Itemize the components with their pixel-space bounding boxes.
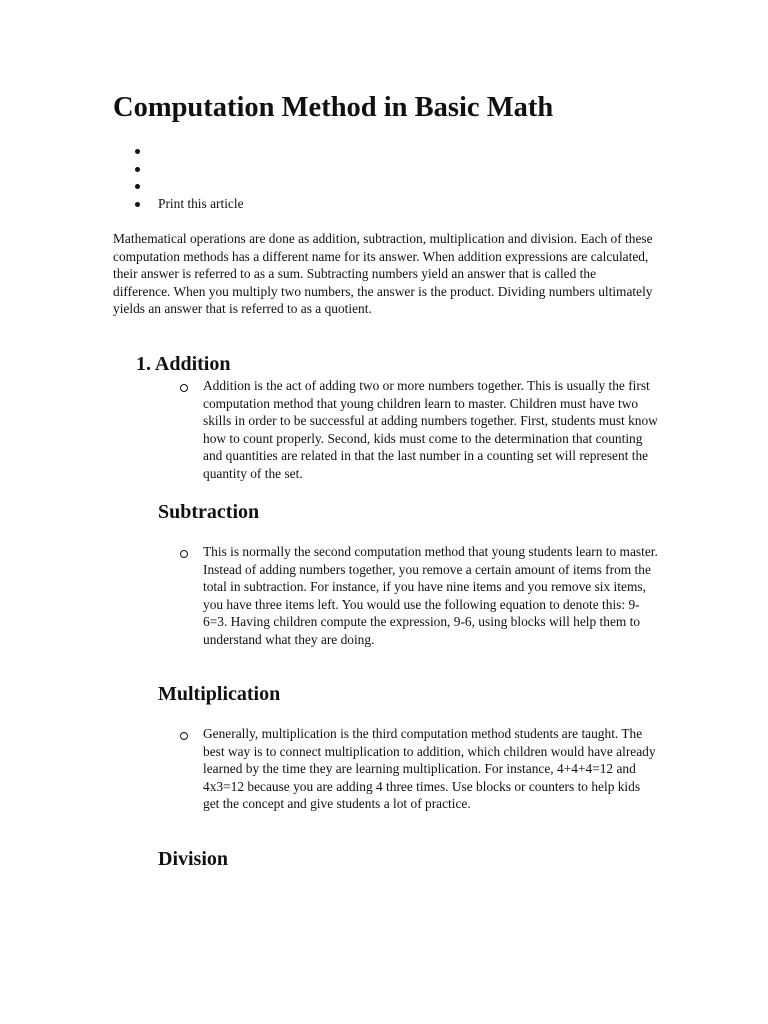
intro-paragraph: Mathematical operations are done as addition, subtraction, multiplication and division. Each of these computation methods has a different name for its answer. When addition expressions are calculated, their answer is referred to as a sum. Subtracting numbers yield an answer that is called the difference. When you multiply two numbers, the answer is the product. Dividing numbers ultimately yields an answer that is referred to as a quotient. (113, 231, 653, 317)
circle-bullet-icon (180, 384, 188, 392)
circle-bullet-icon (180, 550, 188, 558)
circle-bullet-icon (180, 732, 188, 740)
section-heading-division: Division (158, 848, 229, 870)
article-title: Computation Method in Basic Math (113, 92, 554, 123)
subtraction-paragraph: This is normally the second computation method that young students learn to master. Instead of adding numbers together, you remove a certain amount of items from the total in subtraction. For instance, if you have nine items and you remove six items, you have three items left. You would use the following equation to denote this: 9-6=3. Having children compute the expression, 9-6, using blocks will help them to understand what they are doing. (203, 544, 658, 647)
section-heading-multiplication: Multiplication (158, 683, 281, 705)
toolbar-link-empty-2[interactable] (113, 160, 513, 178)
multiplication-paragraph: Generally, multiplication is the third computation method students are taught. The best way is to connect multiplication to addition, which children would have already learned by the time they are learning multiplication. For instance, 4+4+4=12 and 4x3=12 because you are adding 4 three times. Use blocks or counters to help kids get the concept and give students a lot of practice. (203, 726, 656, 812)
toolbar-link-empty-3[interactable] (113, 177, 513, 195)
section-heading-addition: 1. Addition (136, 353, 231, 375)
addition-paragraph: Addition is the act of adding two or more numbers together. This is usually the first computation method that young children learn to master. Children must have two skills in order to be successful at adding numbers together. First, students must know how to count properly. Second, kids must come to the determination that counting and quantities are related in that the last number in a counting set will represent the quantity of the set. (203, 378, 658, 481)
section-heading-subtraction: Subtraction (158, 501, 260, 523)
print-article-link[interactable]: Print this article (113, 195, 513, 213)
toolbar-link-empty-1[interactable] (113, 142, 513, 160)
article-toolbar-list (113, 142, 513, 212)
